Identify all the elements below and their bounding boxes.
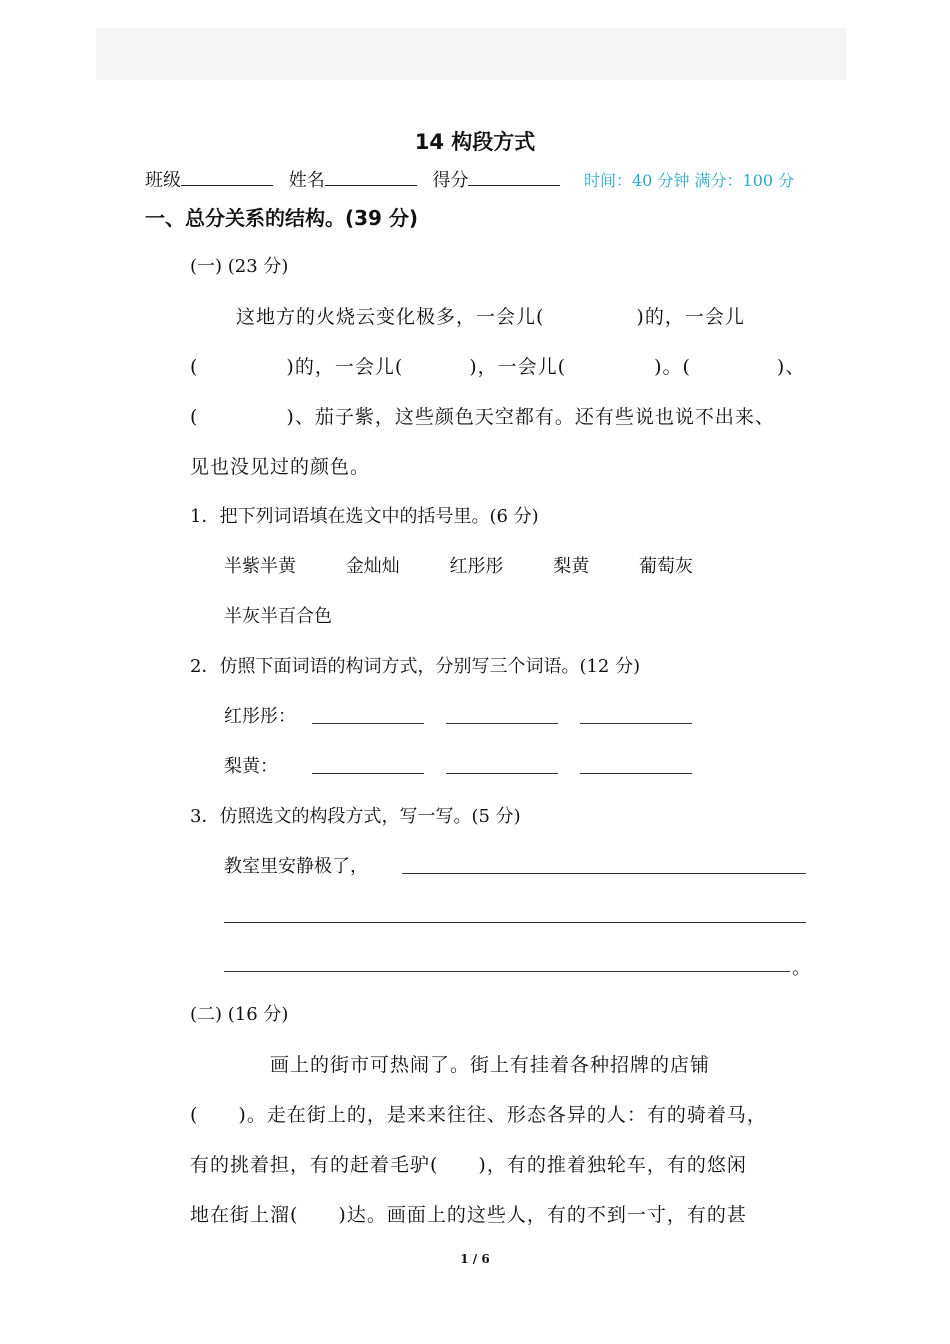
text: )，一会儿( — [469, 356, 567, 378]
text: 这地方的火烧云变化极多，一会儿( — [236, 306, 545, 328]
text: )、茄子紫，这些颜色天空都有。还有些说也说不出来、 — [286, 406, 775, 428]
passage-2-line-3 — [190, 1150, 747, 1177]
writing-line[interactable] — [224, 970, 790, 972]
page-header-band — [96, 28, 846, 80]
passage-1-line-2 — [190, 352, 805, 379]
name-field[interactable] — [325, 167, 417, 186]
question-3-lead: 教室里安静极了， — [224, 856, 368, 877]
writing-line[interactable] — [224, 921, 806, 923]
text: ( — [190, 406, 199, 428]
score-label: 得分 — [432, 170, 469, 191]
passage-1-line-4: 见也没见过的颜色。 — [190, 456, 371, 478]
text: )，有的推着独轮车，有的悠闲 — [478, 1154, 747, 1176]
text: )。( — [654, 356, 691, 378]
time-score-info: 时间：40 分钟 满分：100 分 — [584, 171, 795, 190]
question-1-prompt: 1．把下列词语填在选文中的括号里。(6 分) — [190, 506, 539, 527]
text: 有的挑着担，有的赶着毛驴( — [190, 1154, 439, 1176]
part-1-header: (一) (23 分) — [190, 256, 289, 277]
question-3-prompt: 3．仿照选文的构段方式，写一写。(5 分) — [190, 806, 521, 827]
text: )的，一会儿 — [636, 306, 745, 328]
text: )达。画面上的这些人，有的不到一寸，有的甚 — [338, 1204, 747, 1226]
passage-2-line-2 — [190, 1100, 767, 1127]
passage-2-line-1: 画上的街市可热闹了。街上有挂着各种招牌的店铺 — [270, 1054, 711, 1076]
name-label: 姓名 — [288, 170, 325, 191]
class-label: 班级 — [145, 170, 181, 191]
page-title: 14 构段方式 — [414, 130, 536, 154]
passage-2-line-4 — [190, 1200, 747, 1227]
answer-blank[interactable] — [446, 722, 558, 724]
section-1-title: 一、总分关系的结构。(39 分) — [145, 206, 419, 230]
word-bank-item: 半灰半百合色 — [224, 606, 332, 627]
word-bank-item: 梨黄 — [553, 556, 590, 577]
passage-1-line-1 — [236, 302, 745, 329]
question-2-prompt: 2．仿照下面词语的构词方式，分别写三个词语。(12 分) — [190, 656, 641, 677]
class-field[interactable] — [181, 167, 273, 186]
word-bank-row-1 — [224, 552, 737, 578]
question-2-row-1-label: 红彤彤： — [224, 706, 296, 727]
text: ( — [190, 1104, 199, 1126]
word-bank-item: 红彤彤 — [449, 556, 504, 577]
score-field[interactable] — [468, 167, 560, 186]
answer-blank[interactable] — [312, 722, 424, 724]
text: )的，一会儿( — [286, 356, 404, 378]
text: 地在街上溜( — [190, 1204, 299, 1226]
word-bank-item: 葡萄灰 — [638, 556, 693, 577]
word-bank-item: 半紫半黄 — [224, 556, 296, 577]
passage-1-line-3 — [190, 402, 775, 429]
end-mark: 。 — [792, 958, 810, 979]
writing-line[interactable] — [402, 872, 806, 874]
page-number: 1 / 6 — [460, 1252, 490, 1266]
part-2-header: (二) (16 分) — [190, 1004, 289, 1025]
text: )。走在街上的，是来来往往、形态各异的人：有的骑着马， — [238, 1104, 767, 1126]
text: ( — [190, 356, 199, 378]
text: )、 — [776, 356, 806, 378]
student-info-row — [145, 166, 570, 192]
word-bank-item: 金灿灿 — [345, 556, 400, 577]
question-2-row-2-label: 梨黄： — [224, 756, 278, 777]
answer-blank[interactable] — [446, 772, 558, 774]
answer-blank[interactable] — [580, 772, 692, 774]
answer-blank[interactable] — [312, 772, 424, 774]
answer-blank[interactable] — [580, 722, 692, 724]
